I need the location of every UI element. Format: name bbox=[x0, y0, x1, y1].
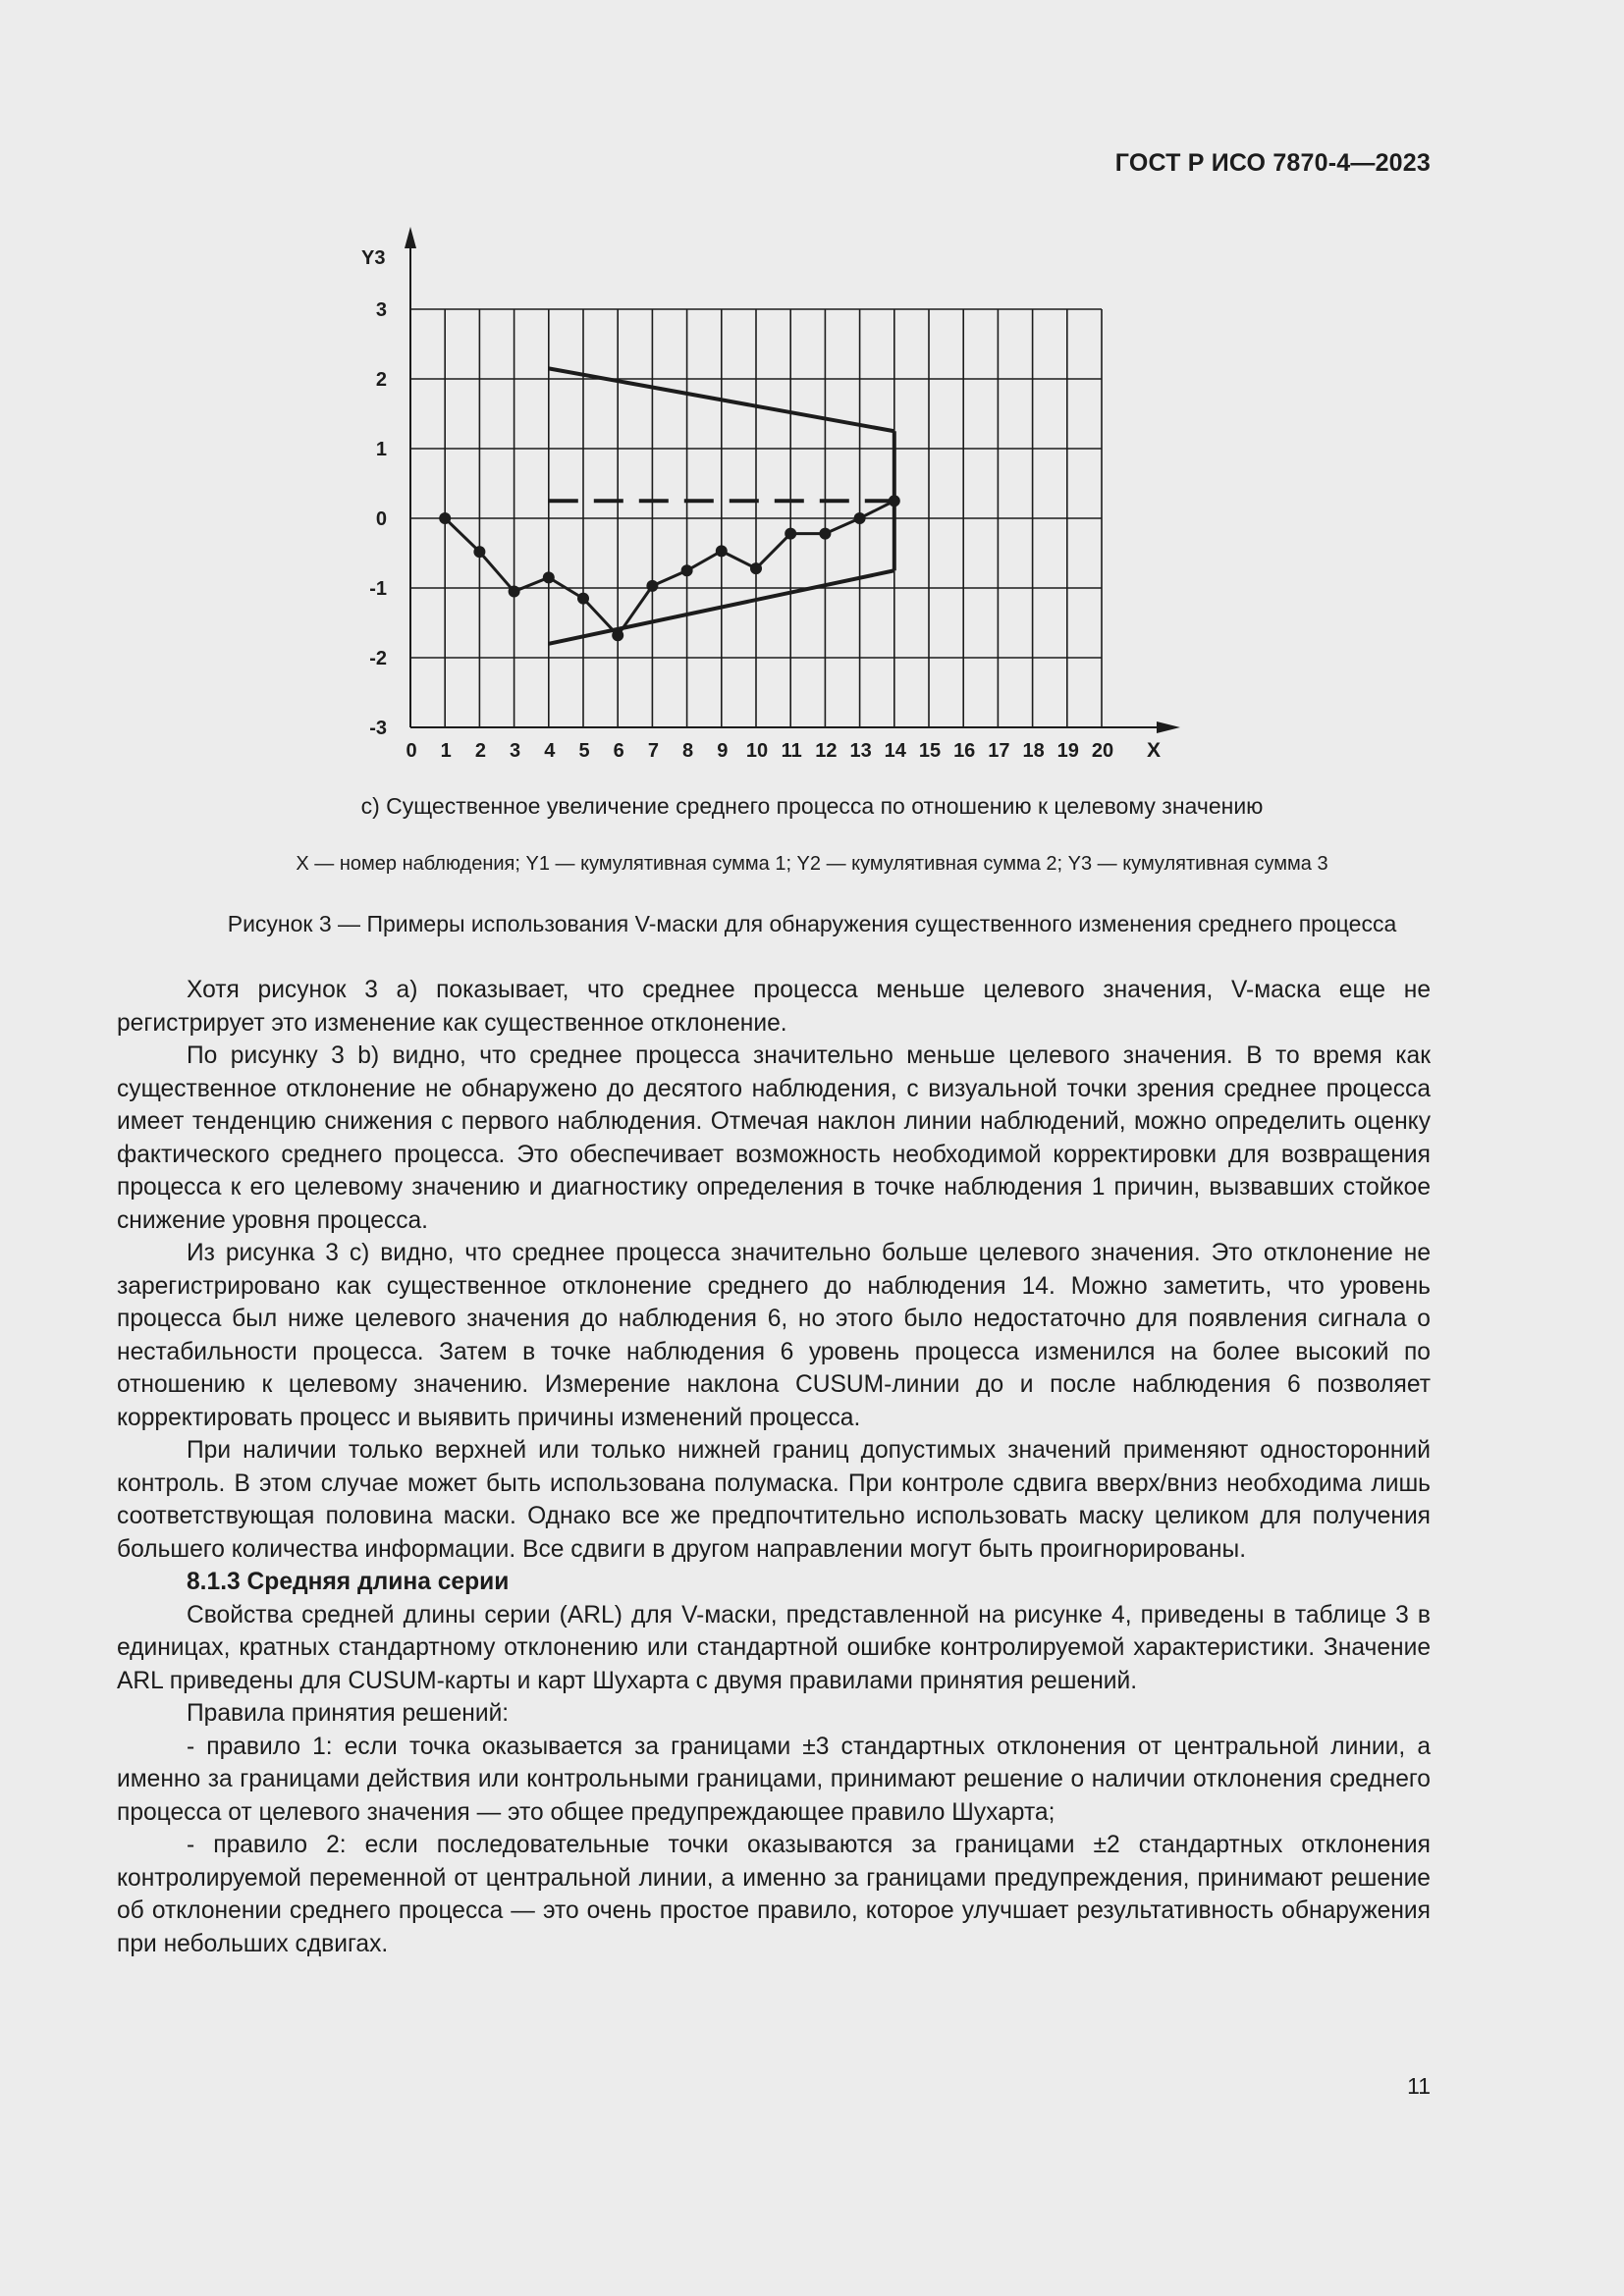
cusum-line bbox=[445, 501, 894, 635]
cusum-point bbox=[509, 586, 520, 598]
cusum-point bbox=[819, 528, 831, 540]
x-tick-label: 16 bbox=[953, 740, 976, 762]
cusum-point bbox=[612, 629, 623, 641]
y-tick-label: -2 bbox=[369, 648, 387, 669]
x-tick-label: 12 bbox=[815, 740, 838, 762]
cusum-point bbox=[785, 528, 796, 540]
x-tick-label: 0 bbox=[406, 740, 417, 762]
y-tick-label: 1 bbox=[375, 439, 387, 460]
cusum-point bbox=[854, 512, 866, 524]
x-tick-label: 19 bbox=[1056, 740, 1079, 762]
paragraph: Правила принятия решений: bbox=[187, 1700, 510, 1727]
document-header: ГОСТ Р ИСО 7870-4—2023 bbox=[1114, 149, 1431, 177]
paragraph: Из рисунка 3 с) видно, что среднее процесса значительно больше целевого значения. Это отклонение не зарегистрировано как существенное отклонение среднего до наблюдения 14. Можно заметить, что уровень процесса был ниже целевого значения до наблюдения 6, но этого было недостаточно для появления сигнала о нестабильности процесса. Затем в точке наблюдения 6 уровень процесса изменился на более высокий по отношению к целевому значению. Измерение наклона CUSUM-линии до и после наблюдения 6 позволяет корректировать процесс и выявить причины изменений процесса. bbox=[117, 1240, 1431, 1431]
x-tick-label: 8 bbox=[682, 740, 694, 762]
x-tick-label: 9 bbox=[717, 740, 729, 762]
y-axis-arrow bbox=[405, 227, 416, 248]
paragraph: - правило 1: если точка оказывается за границами ±3 стандартных отклонения от центральной линии, а именно за границами действия или контрольными границами, принимают решение о наличии отклонения среднего процесса от целевого значения — это общее предупреждающее правило Шухарта; bbox=[117, 1733, 1431, 1826]
x-tick-label: 10 bbox=[745, 740, 769, 762]
cusum-point bbox=[439, 512, 451, 524]
cusum-point bbox=[889, 495, 900, 507]
x-tick-label: 4 bbox=[544, 740, 556, 762]
x-tick-label: 1 bbox=[440, 740, 452, 762]
x-tick-label: 13 bbox=[849, 740, 872, 762]
cusum-point bbox=[577, 593, 589, 605]
cusum-point bbox=[543, 571, 555, 583]
x-tick-label: 11 bbox=[781, 740, 802, 762]
x-tick-label: 5 bbox=[578, 740, 590, 762]
paragraph: По рисунку 3 b) видно, что среднее процесса значительно меньше целевого значения. В то время как существенное отклонение не обнаружено до десятого наблюдения, с визуальной точки зрения среднее процесса имеет тенденцию снижения с первого наблюдения. Отмечая наклон линии наблюдений, можно определить оценку фактического среднего процесса. Это обеспечивает возможность необходимой корректировки для возвращения процесса к его целевому значению и диагностику определения в точке наблюдения 1 причин, вызвавших стойкое снижение уровня процесса. bbox=[117, 1042, 1431, 1234]
y-tick-label: 0 bbox=[375, 508, 387, 530]
x-tick-label: 2 bbox=[474, 740, 486, 762]
cusum-point bbox=[716, 545, 728, 557]
paragraph: Хотя рисунок 3 а) показывает, что среднее процесса меньше целевого значения, V-маска еще не регистрирует это изменение как существенное отклонение. bbox=[117, 977, 1431, 1037]
paragraph: Свойства средней длины серии (ARL) для V-маски, представленной на рисунке 4, приведены в таблице 3 в единицах, кратных стандартному отклонению или стандартной ошибке контролируемой характеристики. Значение ARL приведены для CUSUM-карты и карт Шухарта с двумя правилами принятия решений. bbox=[117, 1601, 1431, 1694]
section-heading: 8.1.3 Средняя длина серии bbox=[187, 1569, 510, 1595]
body-text bbox=[117, 974, 1431, 1960]
cusum-point bbox=[646, 580, 658, 592]
y-axis-label: Y3 bbox=[361, 247, 386, 269]
x-tick-label: 14 bbox=[884, 740, 906, 762]
figure-title: Рисунок 3 — Примеры использования V-маски для обнаружения существенного изменения среднего процесса bbox=[227, 911, 1397, 936]
x-tick-label: 6 bbox=[613, 740, 624, 762]
y-tick-label: -1 bbox=[369, 578, 387, 600]
paragraph: При наличии только верхней или только нижней границ допустимых значений применяют односторонний контроль. В этом случае может быть использована полумаска. При контроле сдвига вверх/вниз необходима лишь соответствующая половина маски. Однако все же предпочтительно использовать маску целиком для получения большего количества информации. Все сдвиги в другом направлении могут быть проигнорированы. bbox=[117, 1437, 1431, 1563]
cusum-point bbox=[681, 564, 693, 576]
y-tick-label: 2 bbox=[375, 369, 387, 391]
figure-legend: X — номер наблюдения; Y1 — кумулятивная сумма 1; Y2 — кумулятивная сумма 2; Y3 — кумулятивная сумма 3 bbox=[296, 853, 1328, 875]
paragraph: - правило 2: если последовательные точки оказываются за границами ±2 стандартных отклонения контролируемой переменной от центральной линии, а именно за границами предупреждения, принимают решение об отклонении среднего процесса — это очень простое правило, которое улучшает результативность обнаружения при небольших сдвигах. bbox=[117, 1832, 1431, 1957]
cusum-point bbox=[750, 562, 762, 574]
page-number: 11 bbox=[1407, 2073, 1431, 2099]
x-tick-label: 3 bbox=[510, 740, 521, 762]
x-tick-label: 15 bbox=[918, 740, 942, 762]
x-tick-label: 18 bbox=[1022, 740, 1045, 762]
x-axis-arrow bbox=[1157, 721, 1180, 733]
x-tick-label: 7 bbox=[647, 740, 659, 762]
y-tick-label: -3 bbox=[369, 718, 387, 739]
figure-subcaption: с) Существенное увеличение среднего процесса по отношению к целевому значению bbox=[360, 793, 1264, 819]
x-axis-label: X bbox=[1147, 739, 1162, 762]
y-tick-label: 3 bbox=[375, 299, 387, 321]
cusum-point bbox=[473, 546, 485, 558]
cusum-vmask-chart bbox=[344, 221, 1188, 771]
x-tick-label: 17 bbox=[988, 740, 1010, 762]
x-tick-label: 20 bbox=[1091, 740, 1114, 762]
